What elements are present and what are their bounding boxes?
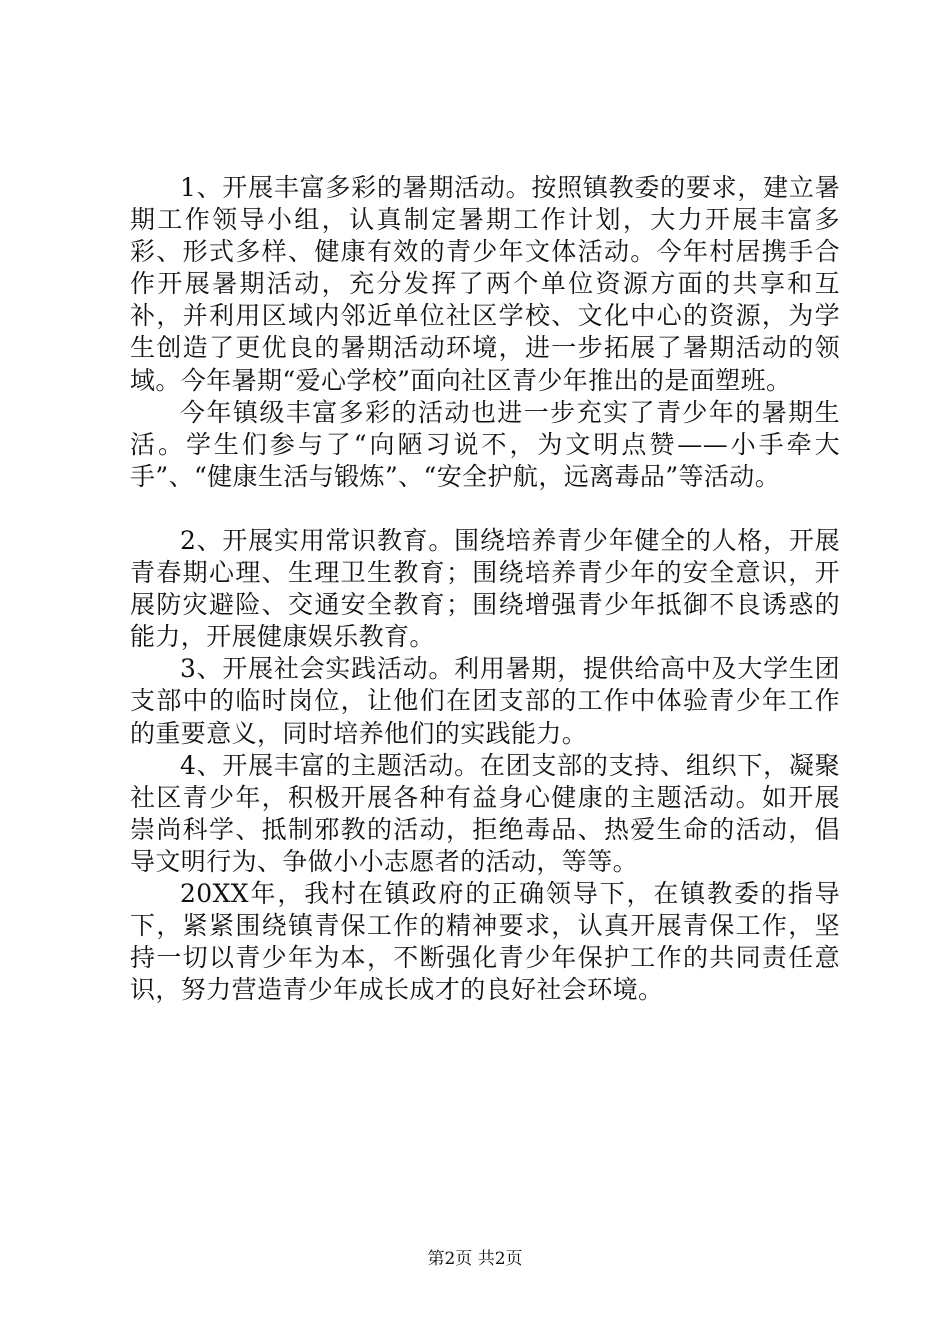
paragraph-town-activities: 今年镇级丰富多彩的活动也进一步充实了青少年的暑期生活。学生们参与了“向陋习说不，为文明点赞——小手牵大手”、“健康生活与锻炼”、“安全护航，远离毒品”等活动。 <box>130 397 840 491</box>
paragraph-summary: 20XX年，我村在镇政府的正确领导下，在镇教委的指导下，紧紧围绕镇青保工作的精神要求，认真开展青保工作，坚持一切以青少年为本，不断强化青少年保护工作的共同责任意识，努力营造青少年成长成才的良好社会环境。 <box>130 878 840 1005</box>
paragraph-practical-education: 2、开展实用常识教育。围绕培养青少年健全的人格，开展青春期心理、生理卫生教育；围绕培养青少年的安全意识，开展防灾避险、交通安全教育；围绕增强青少年抵御不良诱惑的能力，开展健康娱乐教育。 <box>130 525 840 652</box>
paragraph-summer-activities: 1、开展丰富多彩的暑期活动。按照镇教委的要求，建立暑期工作领导小组，认真制定暑期工作计划，大力开展丰富多彩、形式多样、健康有效的青少年文体活动。今年村居携手合作开展暑期活动，充分发挥了两个单位资源方面的共享和互补，并利用区域内邻近单位社区学校、文化中心的资源，为学生创造了更优良的暑期活动环境，进一步拓展了暑期活动的领域。今年暑期“爱心学校”面向社区青少年推出的是面塑班。 <box>130 173 840 395</box>
document-body <box>130 172 840 1006</box>
paragraph-spacer <box>130 493 840 525</box>
paragraph-theme-activities: 4、开展丰富的主题活动。在团支部的支持、组织下，凝聚社区青少年，积极开展各种有益身心健康的主题活动。如开展崇尚科学、抵制邪教的活动，拒绝毒品、热爱生命的活动，倡导文明行为、争做小小志愿者的活动，等等。 <box>130 750 840 876</box>
page-number: 第2页 共2页 <box>427 1249 523 1269</box>
paragraph-social-practice: 3、开展社会实践活动。利用暑期，提供给高中及大学生团支部中的临时岗位，让他们在团支部的工作中体验青少年工作的重要意义，同时培养他们的实践能力。 <box>130 654 840 748</box>
